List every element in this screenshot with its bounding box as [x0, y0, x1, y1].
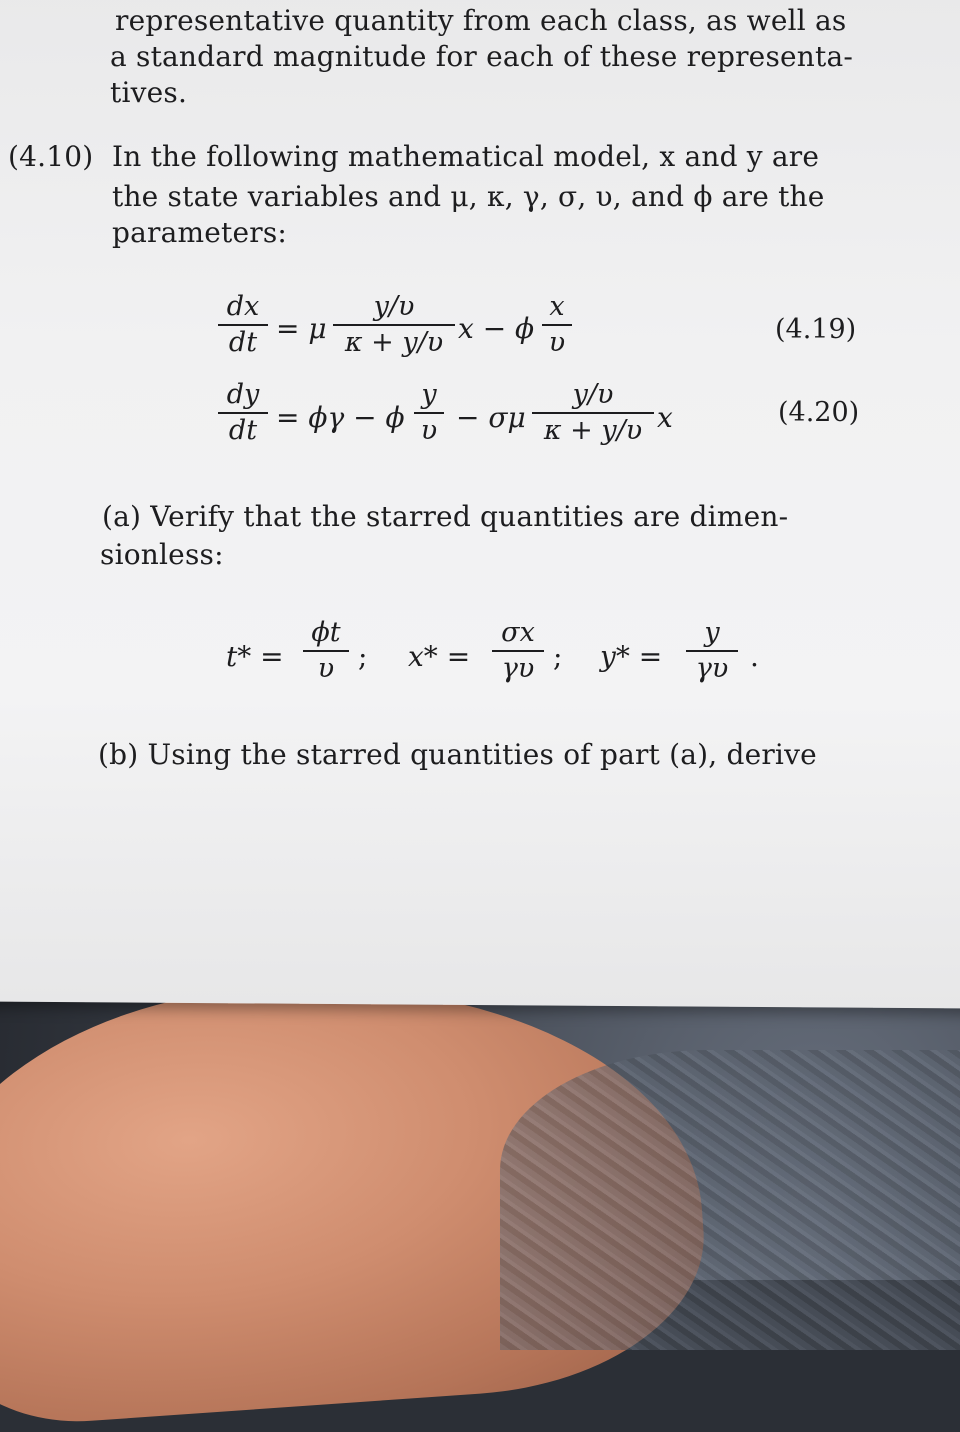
eq420-frac1-denominator: υ	[420, 415, 438, 446]
x-star-numerator: σx	[501, 617, 535, 648]
intro-line-2: a standard magnitude for each of these representa-	[110, 40, 854, 73]
intro-line-3: tives.	[110, 76, 188, 109]
eq419-frac2-numerator: x	[549, 291, 565, 322]
equation-number-4-19: (4.19)	[775, 314, 857, 345]
fraction-bar	[492, 650, 544, 652]
y-star-lhs: y* =	[600, 640, 663, 673]
y-star-fraction	[686, 618, 738, 684]
eq419-fraction-1	[333, 292, 455, 358]
fraction-bar	[333, 324, 455, 326]
fraction-bar	[532, 412, 654, 414]
eq420-tail-term: x	[657, 401, 673, 434]
eq420-frac2-denominator: κ + y/υ	[543, 415, 643, 446]
eq420-start-terms: = ϕγ − ϕ	[276, 401, 405, 434]
fraction-bar	[218, 324, 268, 326]
eq419-equals-mu: = μ	[276, 312, 327, 345]
eq419-lhs-denominator: dt	[228, 327, 258, 358]
part-a-line-2: sionless:	[100, 538, 224, 571]
problem-line-2: the state variables and μ, κ, γ, σ, υ, and ϕ are the	[112, 180, 825, 213]
part-b-line-1: (b) Using the starred quantities of part (a), derive	[98, 738, 817, 771]
y-star-denominator: γυ	[695, 653, 729, 684]
separator-1: ;	[358, 640, 368, 673]
eq419-frac1-denominator: κ + y/υ	[344, 327, 444, 358]
x-star-fraction	[492, 618, 544, 684]
fraction-bar	[218, 412, 268, 414]
eq420-lhs-numerator: dy	[226, 379, 260, 410]
problem-line-1: In the following mathematical model, x and y are	[112, 140, 820, 173]
x-star-denominator: γυ	[501, 653, 535, 684]
fraction-bar	[542, 324, 572, 326]
t-star-numerator: ϕt	[311, 617, 341, 648]
equation-number-4-20: (4.20)	[778, 397, 860, 428]
eq419-lhs-numerator: dx	[226, 291, 260, 322]
intro-line-1: representative quantity from each class, as well as	[115, 4, 847, 37]
problem-line-3: parameters:	[112, 216, 288, 249]
eq420-middle-terms: − σμ	[456, 401, 526, 434]
eq419-frac2-denominator: υ	[548, 327, 566, 358]
t-star-fraction	[303, 618, 349, 684]
eq420-fraction-1	[414, 380, 444, 446]
eq420-frac1-numerator: y	[421, 379, 437, 410]
eq419-fraction-2	[542, 292, 572, 358]
problem-number: (4.10)	[8, 140, 94, 173]
fabric-background	[500, 1050, 960, 1350]
eq419-frac1-numerator: y/υ	[373, 291, 415, 322]
fraction-bar	[303, 650, 349, 652]
eq420-lhs-fraction	[218, 380, 268, 446]
t-star-denominator: υ	[317, 653, 335, 684]
fraction-bar	[414, 412, 444, 414]
final-period: .	[750, 640, 759, 673]
x-star-lhs: x* =	[408, 640, 471, 673]
eq419-lhs-fraction	[218, 292, 268, 358]
part-a-line-1: (a) Verify that the starred quantities are dimen-	[102, 500, 789, 533]
eq420-fraction-2	[532, 380, 654, 446]
eq419-middle-terms: x − ϕ	[458, 312, 535, 345]
eq420-lhs-denominator: dt	[228, 415, 258, 446]
separator-2: ;	[553, 640, 563, 673]
y-star-numerator: y	[704, 617, 720, 648]
fraction-bar	[686, 650, 738, 652]
t-star-lhs: t* =	[226, 640, 284, 673]
eq420-frac2-numerator: y/υ	[572, 379, 614, 410]
